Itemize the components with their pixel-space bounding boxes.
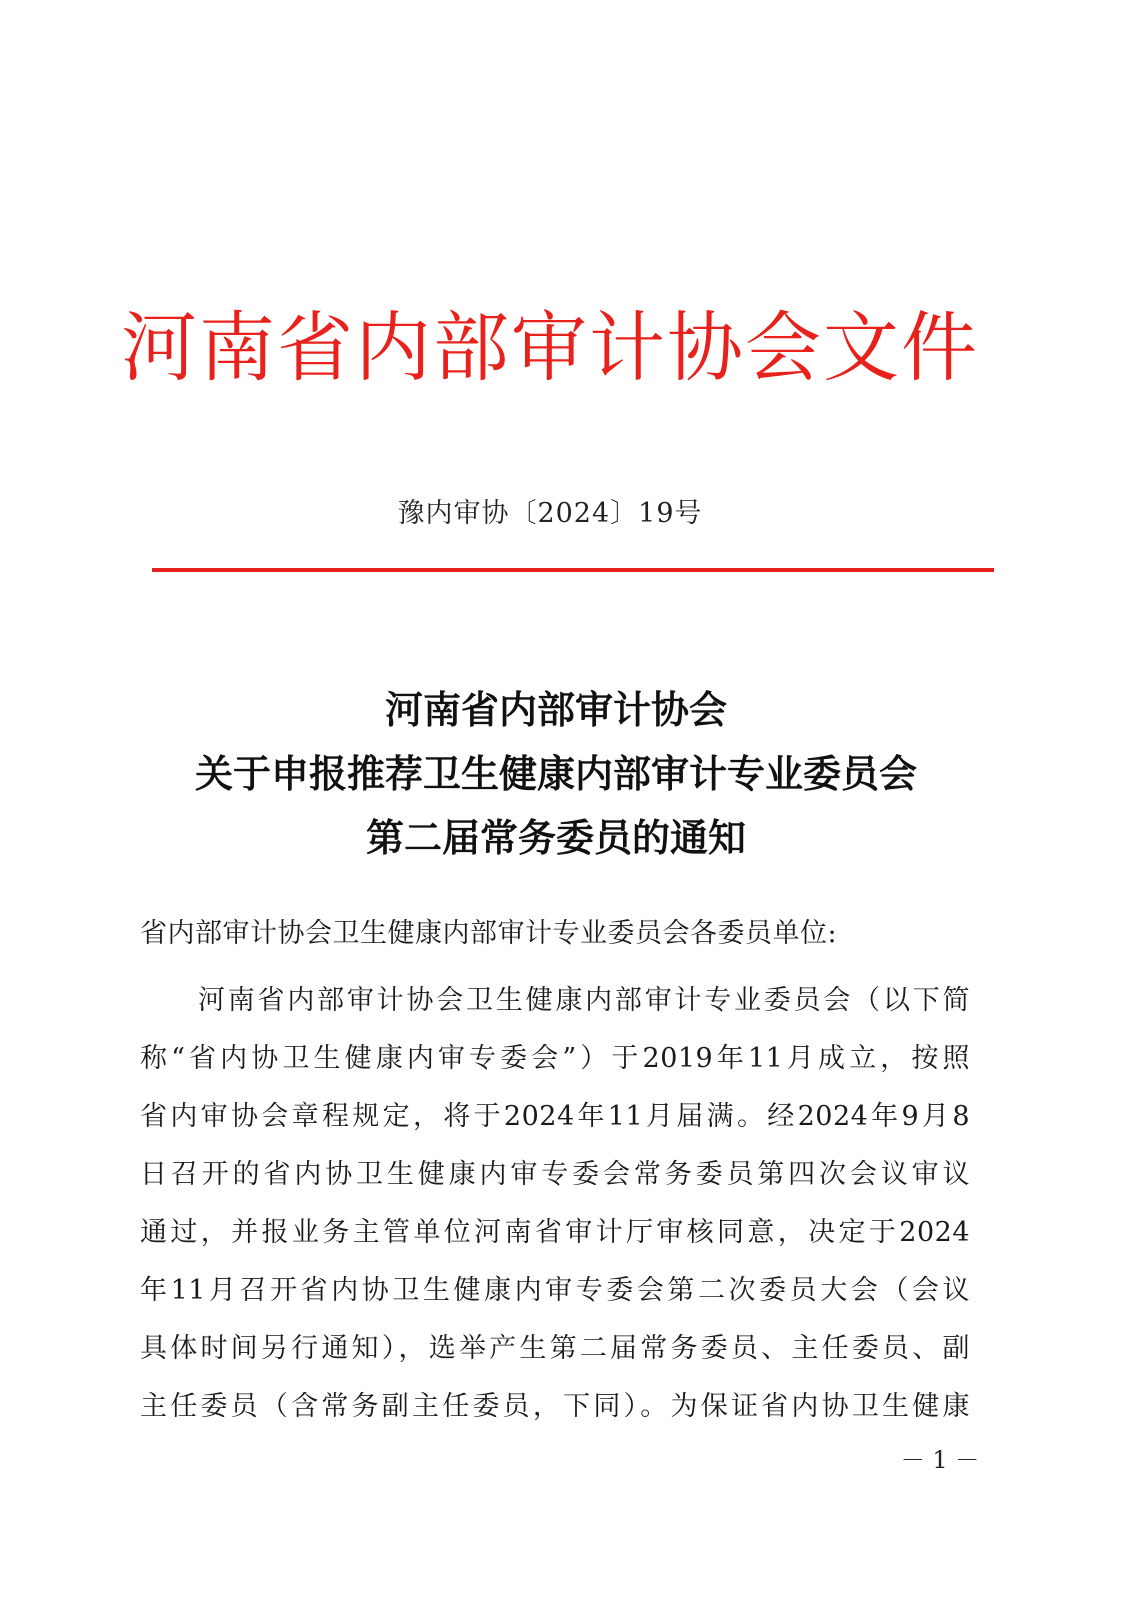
body-line: 称“省内协卫生健康内审专委会”）于2019年11月成立，按照	[140, 1043, 970, 1074]
body-paragraph	[140, 972, 970, 1436]
notice-title	[0, 678, 1112, 870]
body-line: 具体时间另行通知），选举产生第二届常务委员、主任委员、副	[140, 1333, 970, 1364]
issuing-authority-header: 河南省内部审计协会文件	[121, 303, 979, 392]
body-line: 通过，并报业务主管单位河南省审计厅审核同意，决定于2024	[140, 1217, 970, 1248]
page-number: － 1 －	[900, 1446, 980, 1474]
body-line: 河南省内部审计协会卫生健康内部审计专业委员会（以下简	[198, 985, 970, 1016]
title-line-2: 关于申报推荐卫生健康内部审计专业委员会	[194, 752, 917, 796]
salutation: 省内部审计协会卫生健康内部审计专业委员会各委员单位:	[140, 918, 838, 949]
body-line: 日召开的省内协卫生健康内审专委会常务委员第四次会议审议	[140, 1159, 970, 1190]
document-number: 豫内审协〔2024〕19号	[397, 498, 703, 529]
red-divider-line	[152, 568, 994, 572]
title-line-1: 河南省内部审计协会	[384, 688, 727, 732]
body-line: 主任委员（含常务副主任委员，下同）。为保证省内协卫生健康	[140, 1391, 970, 1422]
body-line: 省内审协会章程规定，将于2024年11月届满。经2024年9月8	[140, 1101, 970, 1132]
title-line-3: 第二届常务委员的通知	[365, 816, 746, 860]
body-line: 年11月召开省内协卫生健康内审专委会第二次委员大会（会议	[140, 1275, 970, 1306]
